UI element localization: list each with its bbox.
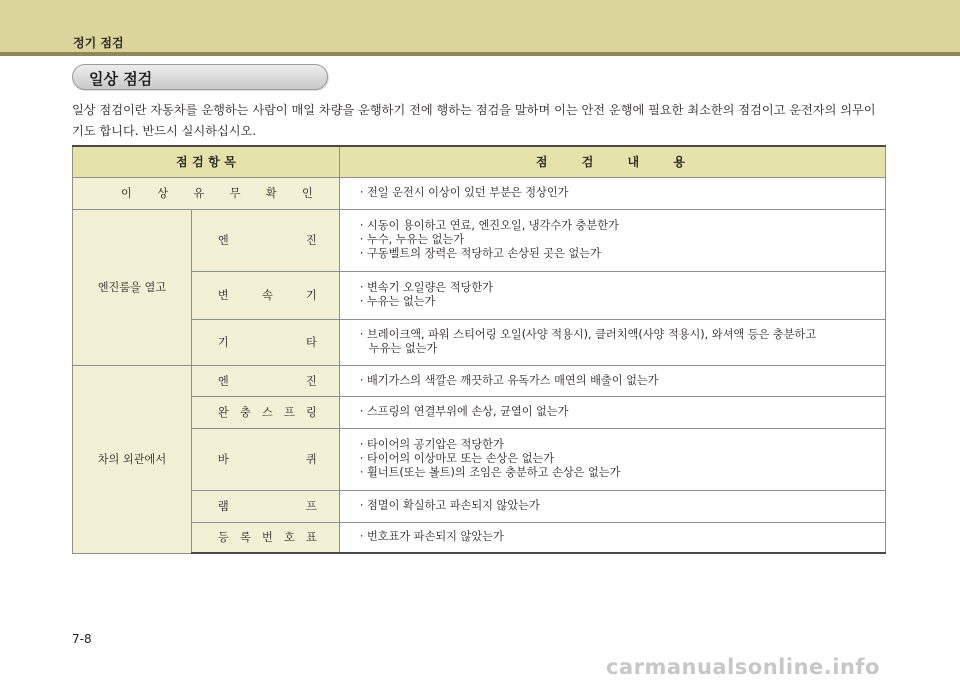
row-content	[339, 271, 885, 319]
item-lamp	[191, 490, 339, 522]
row-label-abnormal-check	[73, 177, 340, 209]
header-char: 검	[581, 155, 594, 170]
content-line: 누유는 없는가	[368, 342, 438, 355]
row-content	[339, 177, 885, 209]
label-char: 확	[265, 187, 277, 200]
content-line: · 구동벨트의 장력은 적당하고 손상된 곳은 없는가	[359, 247, 601, 260]
category-exterior: 차의 외관에서	[73, 365, 192, 553]
label-char: 스	[261, 406, 273, 419]
label-char: 호	[284, 531, 295, 545]
header-band	[0, 0, 960, 52]
header-char: 용	[673, 155, 685, 170]
inspection-table	[72, 145, 886, 554]
content-line: · 배기가스의 색깔은 깨끗하고 유독가스 매연의 배출이 없는가	[359, 373, 659, 387]
row-content	[339, 365, 885, 396]
row-content	[339, 396, 885, 428]
content-line: · 휠너트(또는 볼트)의 조임은 충분하고 손상은 없는가	[359, 466, 621, 479]
row-content	[339, 522, 885, 553]
label-char: 진	[306, 234, 317, 247]
label-char: 프	[306, 500, 317, 513]
header-char: 검	[192, 155, 204, 170]
table-row	[73, 428, 886, 490]
label-char: 진	[306, 374, 317, 388]
label-char: 충	[239, 406, 251, 419]
header-char: 내	[627, 155, 640, 170]
label-char: 엔	[217, 234, 229, 247]
label-char: 인	[302, 187, 313, 200]
header-char: 점	[176, 155, 188, 170]
label-char: 퀴	[306, 453, 317, 466]
table-row	[73, 522, 886, 553]
label-char: 무	[229, 187, 241, 200]
item-suspension-spring	[191, 396, 339, 428]
label-char: 기	[217, 336, 229, 349]
header-char: 목	[224, 155, 236, 170]
label-char: 유	[193, 187, 205, 200]
item-other	[191, 319, 339, 365]
content-line: · 누수, 누유는 없는가	[359, 233, 465, 246]
item-engine	[191, 209, 339, 271]
chapter-title: 정기 점검	[73, 36, 124, 50]
label-char: 엔	[217, 374, 229, 388]
table-row	[73, 209, 886, 271]
label-char: 록	[239, 531, 251, 545]
content-line: · 번호표가 파손되지 않았는가	[359, 530, 504, 544]
intro-line-1: 일상 점검이란 자동차를 운행하는 사람이 매일 차량을 운행하기 전에 행하는 점검을 말하며 이는 안전 운행에 필요한 최소한의 점검이고 운전자의 의무이	[72, 103, 876, 117]
page-number: 7-8	[72, 632, 92, 646]
label-char: 링	[306, 406, 317, 419]
row-content	[339, 490, 885, 522]
content-line: · 시동이 용이하고 연료, 엔진오일, 냉각수가 충분한가	[359, 219, 619, 232]
item-exhaust-engine	[191, 365, 339, 396]
label-char: 번	[261, 531, 273, 545]
table-row	[73, 177, 886, 209]
label-char: 속	[261, 289, 273, 302]
label-char: 이	[121, 187, 132, 200]
label-char: 변	[217, 289, 229, 302]
header-divider	[0, 52, 960, 56]
section-title: 일상 점검	[89, 70, 153, 88]
item-wheel	[191, 428, 339, 490]
content-line: · 변속기 오일량은 적당한가	[359, 281, 493, 294]
category-engine-room: 엔진룸을 열고	[73, 209, 192, 365]
intro-paragraph	[72, 100, 890, 142]
header-char: 항	[208, 155, 220, 170]
content-line: · 전일 운전시 이상이 있던 부분은 정상인가	[359, 186, 569, 199]
label-char: 바	[217, 453, 229, 466]
item-license-plate	[191, 522, 339, 553]
item-transmission	[191, 271, 339, 319]
content-line: · 누유는 없는가	[359, 295, 436, 308]
row-content	[339, 319, 885, 365]
header-char: 점	[535, 155, 548, 170]
content-line: · 타이어의 이상마모 또는 손상은 없는가	[359, 452, 555, 465]
content-line: · 스프링의 연결부위에 손상, 균열이 없는가	[359, 405, 569, 418]
table-row	[73, 365, 886, 396]
label-char: 표	[306, 531, 317, 545]
label-char: 기	[306, 289, 317, 302]
header-inspection-content	[339, 146, 885, 177]
row-content	[339, 428, 885, 490]
label-char: 램	[217, 500, 229, 513]
label-char: 타	[306, 336, 317, 349]
content-line: · 타이어의 공기압은 적당한가	[359, 438, 504, 451]
table-row	[73, 396, 886, 428]
intro-line-2: 기도 합니다. 반드시 실시하십시오.	[72, 124, 257, 138]
content-line: · 브레이크액, 파워 스티어링 오일(사양 적용시), 클러치액(사양 적용시), 와셔액 등은 충분하고	[359, 328, 817, 341]
header-inspection-item	[73, 146, 340, 177]
table-row	[73, 271, 886, 319]
label-char: 등	[217, 531, 229, 545]
label-char: 완	[217, 406, 229, 419]
section-title-pill	[72, 64, 328, 90]
table-row	[73, 490, 886, 522]
table-row	[73, 319, 886, 365]
label-char: 프	[284, 406, 295, 419]
table-header-row	[73, 146, 886, 177]
label-char: 상	[157, 187, 169, 200]
watermark: carmanualsonline.info	[606, 655, 880, 679]
content-line: · 점멸이 확실하고 파손되지 않았는가	[359, 499, 540, 512]
row-content	[339, 209, 885, 271]
